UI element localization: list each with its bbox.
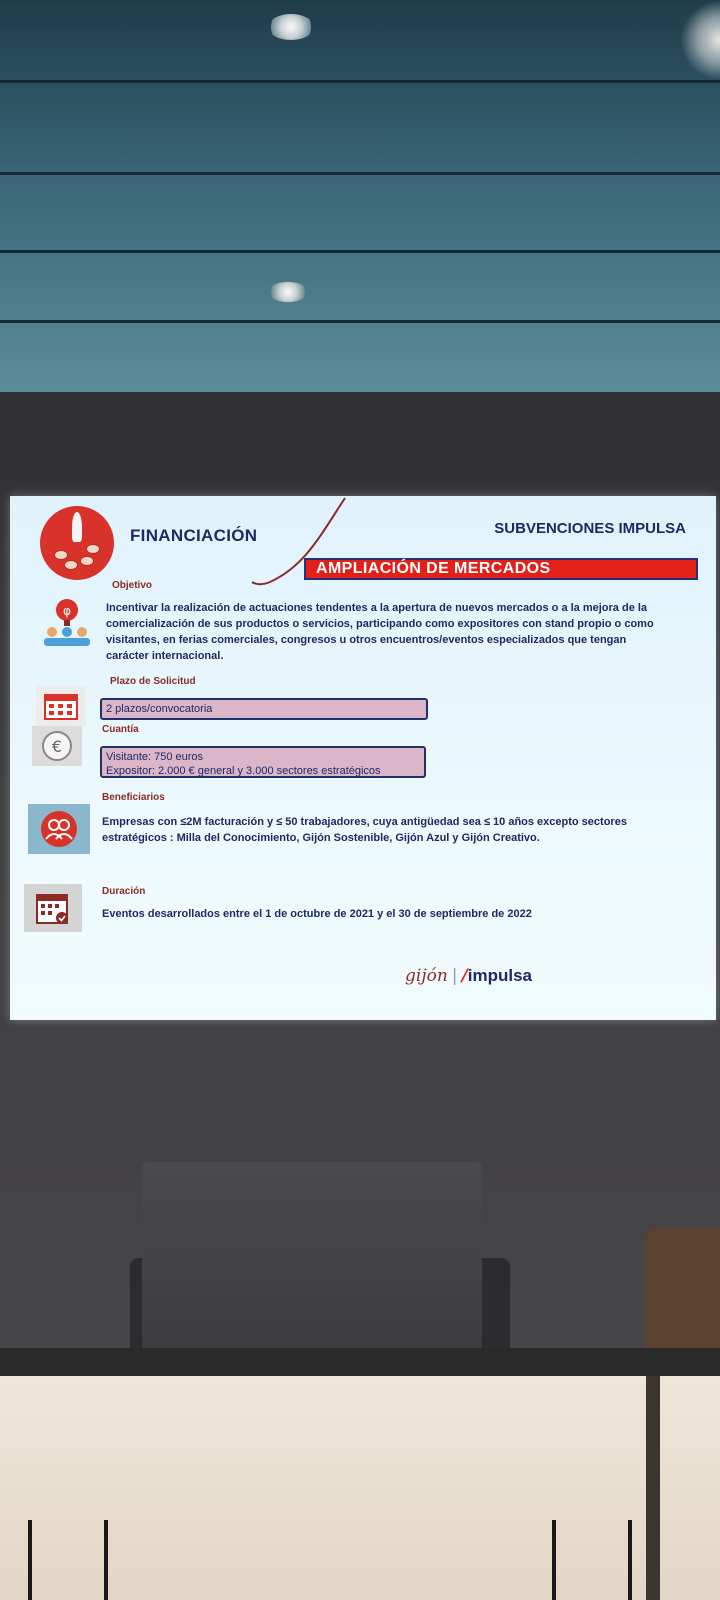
ceiling-spotlight (268, 14, 314, 40)
desk-edge (0, 1348, 720, 1378)
cuantia-visitante: Visitante: 750 euros (106, 751, 204, 763)
ceiling-spotlight (268, 282, 308, 302)
ceiling-beam (0, 250, 720, 253)
logo-impulsa: impulsa (467, 966, 532, 985)
rocket-shape (72, 512, 82, 542)
logo-slash-mark: / (461, 966, 468, 986)
logo-gijon: gijón (405, 966, 448, 986)
coin-shape (86, 544, 100, 554)
gijon-impulsa-logo (405, 966, 532, 986)
desk-leg (104, 1520, 108, 1600)
euro-coin-icon (32, 726, 82, 766)
calendar-check-icon (24, 884, 82, 932)
objetivo-label: Objetivo (112, 580, 153, 591)
coin-shape (64, 560, 78, 570)
slide-title: FINANCIACIÓN (130, 526, 258, 545)
plazo-value-box: 2 plazos/convocatoria (100, 698, 428, 720)
duracion-text: Eventos desarrollados entre el 1 de octubre de 2021 y el 30 de septiembre de 2022 (102, 908, 532, 920)
decorative-swoosh (250, 496, 370, 596)
objetivo-text: Incentivar la realización de actuaciones tendentes a la apertura de nuevos mercados o a la mejora de la comercialización de sus productos o servicios, participando como expositores con stand propio o como visitantes, en ferias comerciales, congresos u otros encuentros/eventos especializados que tengan carácter internacional. (106, 602, 654, 662)
cuantia-label: Cuantía (102, 724, 139, 735)
desk-leg (552, 1520, 556, 1600)
wooden-chair (644, 1228, 720, 1368)
people-circle-icon (28, 804, 90, 854)
corner-light (680, 0, 720, 80)
slide-subtitle: SUBVENCIONES IMPULSA (494, 520, 686, 537)
ceiling (0, 0, 720, 392)
lightbulb-people-icon (38, 594, 96, 650)
laptop (142, 1162, 482, 1370)
svg-text:φ: φ (63, 604, 71, 618)
ceiling-beam (0, 172, 720, 175)
section-banner: AMPLIACIÓN DE MERCADOS (304, 558, 698, 580)
desk (0, 1376, 720, 1600)
projected-slide (10, 496, 716, 1020)
rocket-coins-icon (40, 506, 114, 580)
desk-leg (628, 1520, 632, 1600)
desk-leg (28, 1520, 32, 1600)
desk-gap (646, 1376, 660, 1600)
ceiling-beam (0, 80, 720, 83)
beneficiarios-text: Empresas con ≤2M facturación y ≤ 50 trabajadores, cuya antigüedad sea ≤ 10 años excepto sectores estratégicos : Milla del Conocimiento, Gijón Sostenible, Gijón Azul y Gijón Creativo. (102, 816, 627, 844)
coin-shape (54, 550, 68, 560)
plazo-label: Plazo de Solicitud (110, 676, 196, 687)
beneficiarios-label: Beneficiarios (102, 792, 165, 803)
duracion-label: Duración (102, 886, 146, 897)
cuantia-expositor: Expositor: 2.000 € general y 3.000 sectores estratégicos (106, 765, 381, 777)
coin-shape (80, 556, 94, 566)
svg-text:€: € (51, 737, 63, 756)
ceiling-beam (0, 320, 720, 323)
calendar-icon (36, 686, 86, 726)
cuantia-box (100, 746, 426, 778)
logo-separator: | (451, 966, 458, 986)
